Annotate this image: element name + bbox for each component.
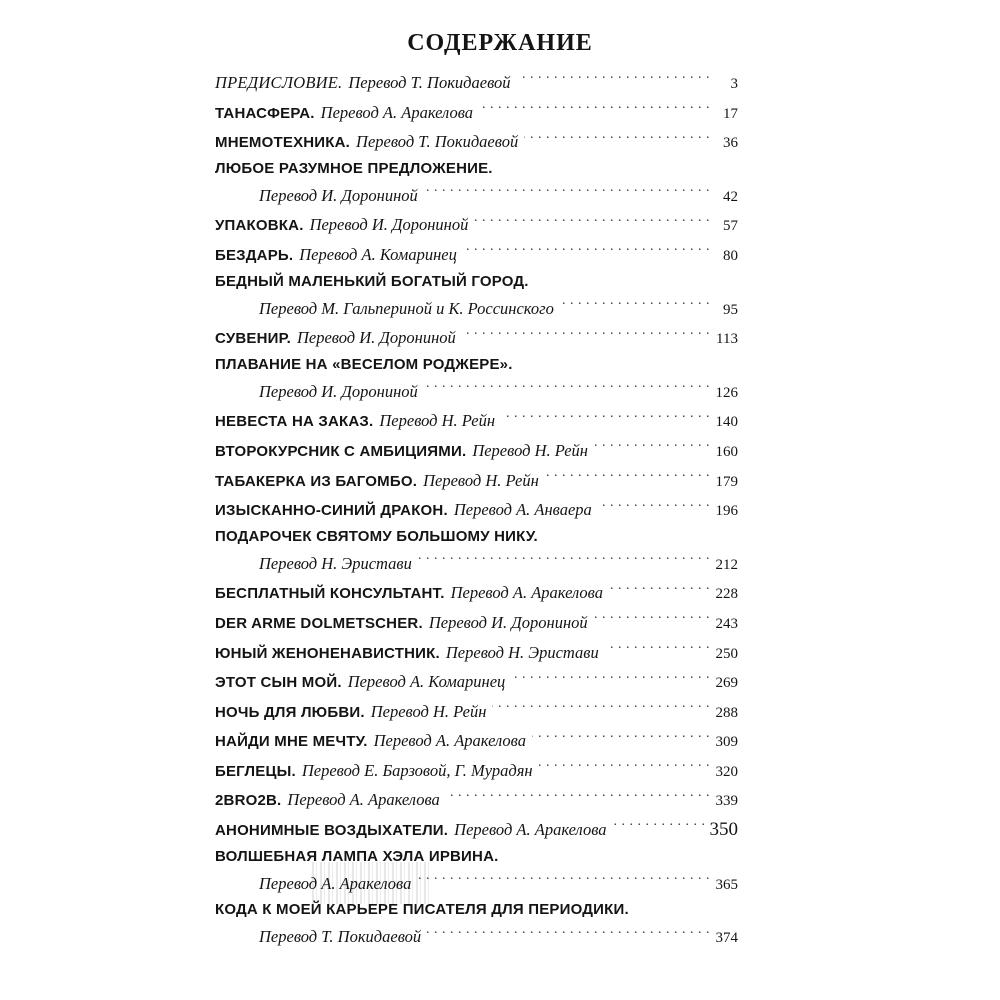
entry-line <box>215 697 738 727</box>
entry-page-number: 126 <box>715 384 738 401</box>
entry-page-number: 228 <box>715 586 738 603</box>
entry-title: ВТОРОКУРСНИК С АМБИЦИЯМИ. <box>215 442 467 460</box>
entry-line <box>215 406 738 436</box>
entry-page-number: 250 <box>715 645 738 662</box>
toc-entry <box>215 638 738 668</box>
entry-translator: Перевод Е. Барзовой, Г. Мурадян <box>301 760 533 780</box>
toc-entry <box>215 210 738 240</box>
entry-translator: Перевод Н. Эристави <box>445 642 599 662</box>
entry-page-number: 365 <box>715 876 738 893</box>
entry-line <box>215 578 738 608</box>
dot-leader <box>424 380 710 397</box>
entry-translator: Перевод Н. Рейн <box>423 470 539 490</box>
entry-page-number: 3 <box>730 76 738 92</box>
entry-title-line <box>215 353 738 377</box>
entry-translator: Перевод Т. Покидаевой <box>348 73 511 92</box>
entry-title-line <box>215 898 738 922</box>
entry-line <box>215 495 738 525</box>
entry-page-number: 350 <box>709 819 738 841</box>
dot-leader <box>539 759 710 776</box>
entry-title: БЕСПЛАТНЫЙ КОНСУЛЬТАНТ. <box>215 585 445 603</box>
dot-leader <box>594 439 710 456</box>
entry-page-number: 17 <box>723 105 738 122</box>
entry-line <box>215 608 738 638</box>
entry-line <box>215 726 738 756</box>
entry-translator: Перевод А. Аракелова <box>287 790 440 810</box>
entry-page-number: 288 <box>715 704 738 721</box>
toc-entry <box>215 98 738 128</box>
entry-title: БЕГЛЕЦЫ. <box>215 762 296 780</box>
toc-entry <box>215 270 738 324</box>
entry-title: ЭТОТ СЫН МОЙ. <box>215 674 342 692</box>
entry-page-number: 140 <box>715 414 738 431</box>
toc-entry <box>215 578 738 608</box>
entry-translator-line <box>215 549 738 579</box>
dot-leader <box>418 552 710 569</box>
entry-page-number: 309 <box>715 734 738 751</box>
entry-line <box>215 210 738 240</box>
page-title: СОДЕРЖАНИЕ <box>407 30 593 56</box>
toc-entry <box>215 240 738 270</box>
entry-translator: Перевод Н. Рейн <box>379 411 496 431</box>
entry-page-number: 243 <box>715 615 738 632</box>
toc-entry <box>215 353 738 407</box>
dot-leader <box>609 582 710 599</box>
entry-page-number: 196 <box>715 503 738 520</box>
entry-page-number: 95 <box>723 301 738 318</box>
toc-entry <box>215 525 738 579</box>
entry-page-number: 374 <box>715 930 738 947</box>
toc-entry <box>215 756 738 786</box>
entry-page-number: 42 <box>723 188 738 205</box>
dot-leader <box>605 641 710 658</box>
entry-line <box>215 756 738 786</box>
dot-leader <box>532 730 710 747</box>
entry-title: НАЙДИ МНЕ МЕЧТУ. <box>215 733 368 751</box>
dot-leader <box>560 297 710 314</box>
entry-translator: Перевод А. Аракелова <box>373 731 526 751</box>
dot-leader <box>492 700 710 717</box>
entry-line <box>215 127 738 157</box>
entry-title-line <box>215 845 738 869</box>
toc-entry <box>215 726 738 756</box>
toc-entry <box>215 495 738 525</box>
entry-title: АНОНИМНЫЕ ВОЗДЫХАТЕЛИ. <box>215 822 449 840</box>
dot-leader <box>417 872 710 889</box>
toc-entry <box>215 898 738 952</box>
dot-leader <box>479 101 710 118</box>
entry-translator: Перевод М. Гальпериной и К. Россинского <box>259 298 554 318</box>
entry-page-number: 80 <box>723 247 738 264</box>
entry-title: СУВЕНИР. <box>215 330 291 348</box>
entry-translator: Перевод И. Дорониной <box>259 185 418 205</box>
entry-line <box>215 68 738 98</box>
entry-line <box>215 667 738 697</box>
entry-title: НОЧЬ ДЛЯ ЛЮБВИ. <box>215 703 365 721</box>
entry-title: ЛЮБОЕ РАЗУМНОЕ ПРЕДЛОЖЕНИЕ. <box>215 159 493 177</box>
entry-page-number: 320 <box>715 763 738 780</box>
entry-title-line <box>215 157 738 181</box>
entry-translator: Перевод И. Дорониной <box>296 328 456 348</box>
toc-entry <box>215 466 738 496</box>
entry-translator: Перевод А. Аракелова <box>450 583 603 603</box>
dot-leader <box>524 131 710 148</box>
entry-translator-line <box>215 869 738 899</box>
entry-title: ПРЕДИСЛОВИЕ. <box>215 73 343 92</box>
dot-leader <box>424 184 710 201</box>
toc-entry <box>215 608 738 638</box>
entry-line <box>215 240 738 270</box>
entry-translator: Перевод А. Аракелова <box>454 820 607 840</box>
dot-leader <box>517 72 710 89</box>
entry-title: ЮНЫЙ ЖЕНОНЕНАВИСТНИК. <box>215 644 440 662</box>
toc-entry <box>215 667 738 697</box>
dot-leader <box>594 611 710 628</box>
entry-translator: Перевод Н. Рейн <box>370 701 487 721</box>
entry-title: КОДА К МОЕЙ КАРЬЕРЕ ПИСАТЕЛЯ ДЛЯ ПЕРИОДИКИ. <box>215 901 629 919</box>
toc-entry <box>215 406 738 436</box>
toc-entry <box>215 697 738 727</box>
entry-title-line <box>215 270 738 294</box>
dot-leader <box>463 243 710 260</box>
entry-translator: Перевод А. Комаринец <box>347 672 506 692</box>
dot-leader <box>613 819 706 836</box>
entry-title: ИЗЫСКАННО-СИНИЙ ДРАКОН. <box>215 502 448 520</box>
toc-entry <box>215 127 738 157</box>
dot-leader <box>545 469 710 486</box>
entry-title: 2BRO2B. <box>215 792 282 810</box>
entry-translator-line <box>215 922 738 952</box>
entry-title: ВОЛШЕБНАЯ ЛАМПА ХЭЛА ИРВИНА. <box>215 847 499 865</box>
dot-leader <box>501 410 710 427</box>
entry-translator: Перевод Н. Эристави <box>259 553 412 573</box>
entry-line <box>215 98 738 128</box>
entry-page-number: 179 <box>715 473 738 490</box>
dot-leader <box>474 214 710 231</box>
entry-page-number: 339 <box>715 793 738 810</box>
dot-leader <box>511 671 710 688</box>
entry-translator: Перевод И. Дорониной <box>259 381 418 401</box>
entry-translator: Перевод Н. Рейн <box>472 440 588 460</box>
entry-line <box>215 466 738 496</box>
toc-entry <box>215 323 738 353</box>
entry-page-number: 212 <box>715 556 738 573</box>
entry-translator: Перевод А. Аракелова <box>259 873 412 893</box>
entry-title-line <box>215 525 738 549</box>
entry-line <box>215 323 738 353</box>
entry-translator: Перевод А. Анваера <box>453 500 592 520</box>
entry-title: БЕЗДАРЬ. <box>215 246 294 264</box>
entry-translator: Перевод А. Комаринец <box>299 244 457 264</box>
table-of-contents <box>215 68 738 952</box>
entry-translator-line <box>215 181 738 211</box>
entry-page-number: 36 <box>723 135 738 152</box>
entry-translator: Перевод И. Дорониной <box>309 215 469 235</box>
toc-entry <box>215 436 738 466</box>
entry-title: ПЛАВАНИЕ НА «ВЕСЕЛОМ РОДЖЕРЕ». <box>215 355 513 373</box>
toc-entry <box>215 68 738 98</box>
entry-title: ПОДАРОЧЕК СВЯТОМУ БОЛЬШОМУ НИКУ. <box>215 527 538 545</box>
entry-page-number: 160 <box>715 443 738 460</box>
entry-title: УПАКОВКА. <box>215 217 304 235</box>
dot-leader <box>462 327 710 344</box>
entry-title: НЕВЕСТА НА ЗАКАЗ. <box>215 413 374 431</box>
dot-leader <box>598 499 710 516</box>
entry-translator: Перевод Т. Покидаевой <box>259 927 422 947</box>
entry-line <box>215 785 738 815</box>
toc-entry <box>215 785 738 815</box>
entry-page-number: 269 <box>715 675 738 692</box>
entry-line <box>215 436 738 466</box>
entry-page-number: 57 <box>723 218 738 235</box>
entry-translator-line <box>215 377 738 407</box>
toc-entry <box>215 157 738 211</box>
entry-title: БЕДНЫЙ МАЛЕНЬКИЙ БОГАТЫЙ ГОРОД. <box>215 272 529 290</box>
entry-translator: Перевод Т. Покидаевой <box>356 132 519 152</box>
dot-leader <box>427 926 710 943</box>
dot-leader <box>446 789 710 806</box>
entry-title: ТАНАСФЕРА. <box>215 104 315 122</box>
entry-title: DER ARME DOLMETSCHER. <box>215 614 423 632</box>
entry-line <box>215 815 738 845</box>
entry-line <box>215 638 738 668</box>
entry-translator: Перевод И. Дорониной <box>428 612 588 632</box>
entry-page-number: 113 <box>716 331 738 348</box>
entry-translator: Перевод А. Аракелова <box>320 102 474 122</box>
toc-entry <box>215 815 738 845</box>
entry-title: МНЕМОТЕХНИКА. <box>215 134 351 152</box>
entry-translator-line <box>215 294 738 324</box>
toc-entry <box>215 845 738 899</box>
entry-title: ТАБАКЕРКА ИЗ БАГОМБО. <box>215 472 418 490</box>
